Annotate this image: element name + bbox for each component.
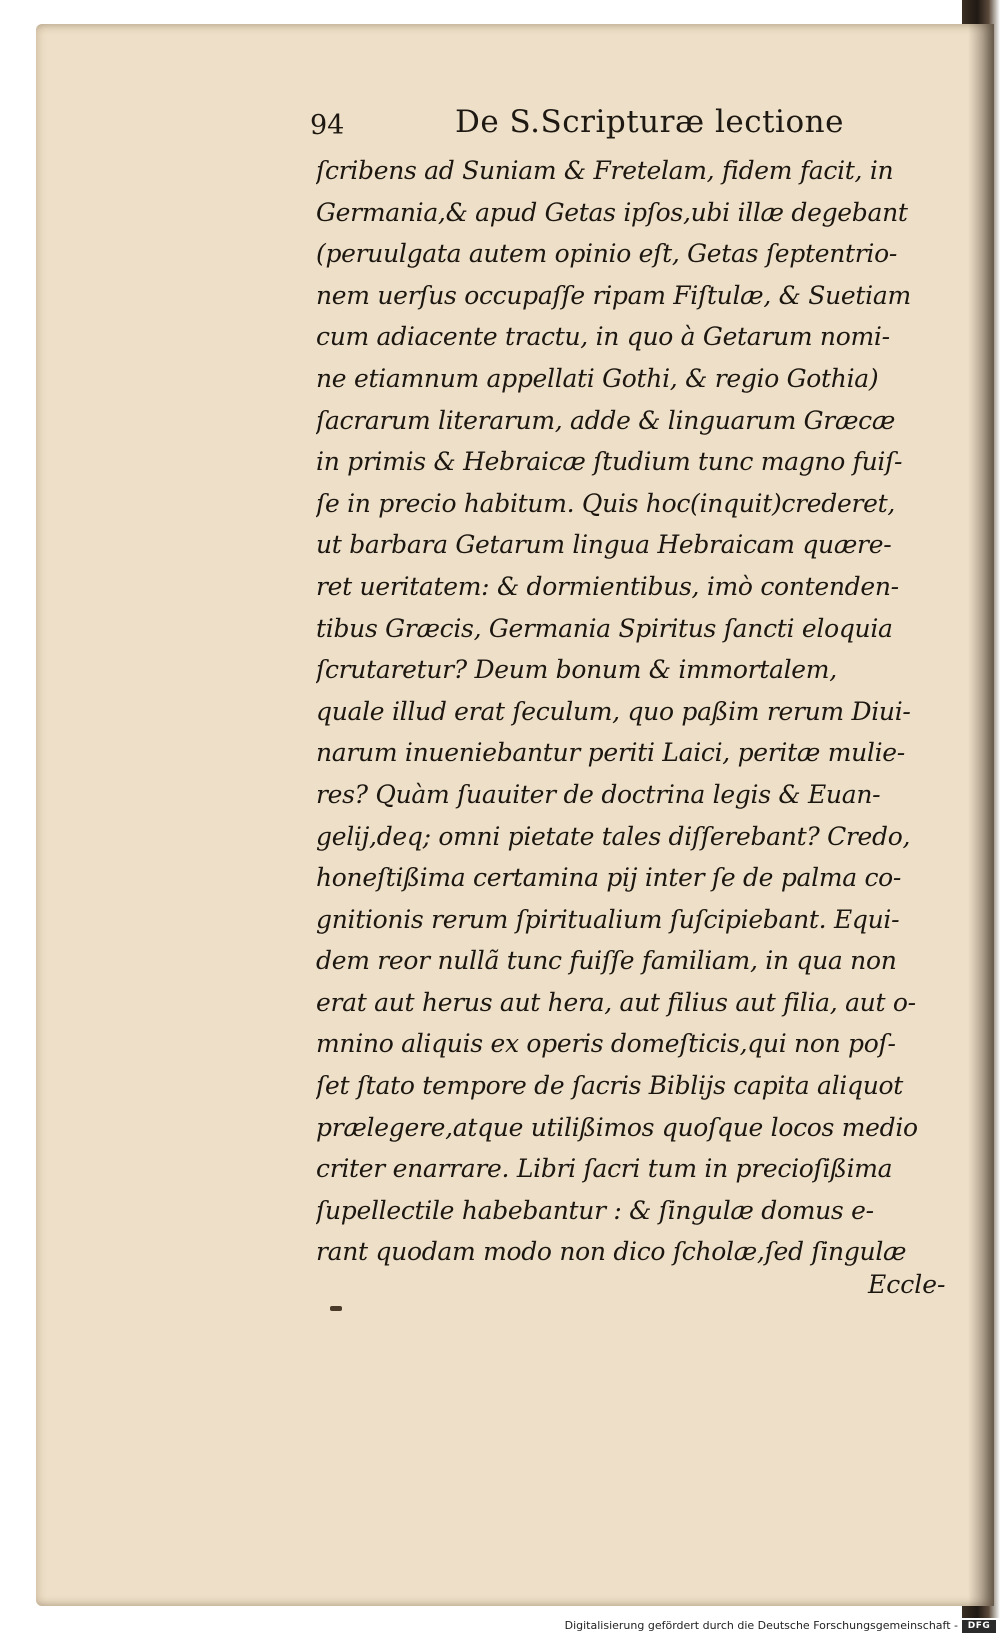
text-line: dem reor nullã tunc fuiſſe familiam, in qua non — [316, 946, 897, 976]
catchword: Eccle- — [868, 1270, 946, 1299]
text-line: erat aut herus aut hera, aut filius aut filia, aut o- — [316, 987, 916, 1017]
text-line: mnino aliquis ex operis domeſticis,qui non poſ- — [316, 1029, 896, 1059]
ink-mark — [330, 1306, 342, 1311]
text-line: Germania,& apud Getas ipſos,ubi illæ degebant — [316, 197, 908, 227]
text-line: tibus Græcis, Germania Spiritus ſancti eloquia — [316, 613, 893, 643]
text-line: criter enarrare. Libri ſacri tum in precioſißima — [316, 1154, 893, 1184]
footer-credit: Digitalisierung gefördert durch die Deutsche Forschungsgemeinschaft - — [564, 1619, 958, 1632]
page-number: 94 — [310, 110, 345, 141]
text-line: ne etiamnum appellati Gothi, & regio Gothia) — [316, 363, 879, 393]
text-block — [316, 150, 946, 1273]
text-line: (peruulgata autem opinio eſt, Getas ſeptentrio- — [316, 239, 898, 269]
text-line: res? Quàm ſuauiter de doctrina legis & Euan- — [316, 779, 881, 809]
text-line: ſcribens ad Suniam & Fretelam, fidem facit, in — [316, 156, 894, 185]
text-line: ſupellectile habebantur : & ſingulæ domus e- — [316, 1195, 874, 1225]
text-line: ut barbara Getarum lingua Hebraicam quære- — [316, 530, 892, 560]
text-line: gnitionis rerum ſpiritualium ſuſcipiebant. Equi- — [316, 904, 900, 934]
digitization-footer — [0, 1618, 1000, 1636]
text-line: ſe in precio habitum. Quis hoc(inquit)crederet, — [316, 488, 895, 518]
text-line: in primis & Hebraicæ ſtudium tunc magno fuiſ- — [316, 447, 903, 477]
text-line: cum adiacente tractu, in quo à Getarum nomi- — [316, 322, 890, 352]
text-line: ſacrarum literarum, adde & linguarum Græcæ — [316, 405, 896, 435]
text-line: prælegere,atque utilißimos quoſque locos medio — [316, 1112, 918, 1142]
text-line: rant quodam modo non dico ſcholæ,ſed ſingulæ — [316, 1237, 907, 1267]
text-line: ſet ſtato tempore de ſacris Biblijs capita aliquot — [316, 1071, 904, 1101]
dfg-logo: DFG — [962, 1620, 996, 1633]
text-line: honeſtißima certamina pij inter ſe de palma co- — [316, 863, 902, 893]
text-line: nem uerſus occupaſſe ripam Fiſtulæ, & Suetiam — [316, 280, 911, 310]
text-line: narum inueniebantur periti Laici, peritæ mulie- — [316, 738, 905, 768]
text-line: gelij,deq; omni pietate tales diſſerebant? Credo, — [316, 821, 911, 851]
page-gutter-shadow — [968, 24, 994, 1606]
text-line: ret ueritatem: & dormientibus, imò contenden- — [316, 571, 899, 601]
text-line: ſcrutaretur? Deum bonum & immortalem, — [316, 655, 837, 685]
text-line: quale illud erat ſeculum, quo paßim rerum Diui- — [316, 696, 911, 726]
running-title: De S.Scripturæ lectione — [455, 104, 844, 140]
running-head — [310, 104, 850, 148]
